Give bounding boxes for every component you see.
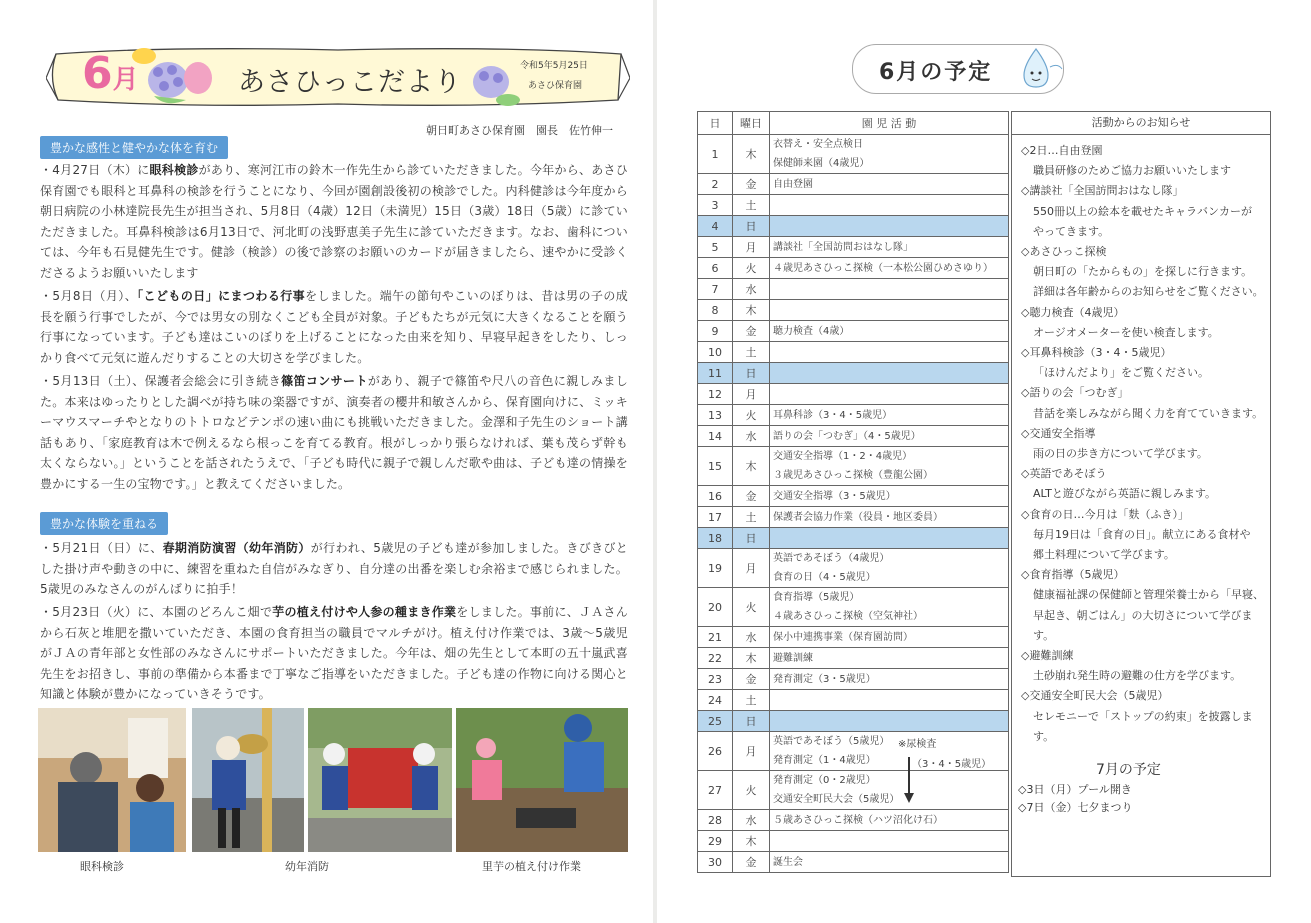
photo-planting-image — [456, 708, 628, 852]
news-item-body: セレモニーで「ストップの約束」を披露します。 — [1033, 709, 1253, 743]
row-activity — [770, 174, 1009, 195]
news-item-body: 「ほけんだより」をご覧ください。 — [1033, 366, 1209, 380]
july-item: ◇3日（月）プール開き — [1018, 783, 1132, 796]
news-item-body: 昔話を楽しみながら聞く力を育てていきます。 — [1033, 406, 1264, 420]
row-day: 9 — [698, 321, 733, 342]
activity-text: 発育測定（3・5歳児） — [773, 673, 876, 685]
row-day: 25 — [698, 711, 733, 732]
row-weekday: 月 — [733, 732, 770, 771]
activity-text: 英語であそぼう（4歳児） — [773, 553, 890, 564]
news-item-body: 550冊以上の絵本を載せたキャラバンカーが — [1033, 204, 1252, 218]
row-weekday: 木 — [733, 831, 770, 852]
row-activity — [770, 549, 1009, 588]
photo-planting — [456, 708, 628, 852]
news-item-body: 郷土料理について学びます。 — [1033, 548, 1175, 562]
activity-text: 誕生会 — [773, 856, 803, 868]
schedule-row — [698, 711, 1009, 732]
row-activity — [770, 627, 1009, 648]
news-item-body: 早起き、朝ごはん」の大切さについて学びます。 — [1033, 608, 1253, 642]
row-weekday: 土 — [733, 342, 770, 363]
photo-fire-drill-2 — [308, 708, 452, 852]
row-activity — [770, 771, 1009, 810]
schedule-row — [698, 810, 1009, 831]
schedule-row — [698, 648, 1009, 669]
row-weekday: 水 — [733, 627, 770, 648]
schedule-row — [698, 405, 1009, 426]
row-weekday: 月 — [733, 237, 770, 258]
news-item-heading: ◇あさひっこ探検 — [1021, 245, 1107, 259]
row-weekday: 水 — [733, 810, 770, 831]
news-item-heading: ◇食育の日…今月は「麩（ふき）」 — [1021, 507, 1189, 521]
schedule-row — [698, 627, 1009, 648]
urine-test-note: ※尿検査 — [898, 739, 937, 750]
activity-text: ３歳児あさひっこ探検（豊龍公園） — [773, 470, 933, 481]
row-activity — [770, 216, 1009, 237]
schedule-row — [698, 216, 1009, 237]
paragraph-childrens-day: ・5月8日（月）、「こどもの日」にまつわる行事をしました。端午の節句やこいのぼりは、昔は男の子の成長を願う行事でしたが、今では男女の別なくこども全員が対象。子どもたちが元気に大きくなることを願う行事になっています。子ども達はこいのぼりを上げることになった由来を知り、早寝早起きをしたり、しっかり食べて元気に遊んだりすることの大切さを学びました。 — [40, 289, 628, 365]
row-day: 21 — [698, 627, 733, 648]
photo-eye-exam — [38, 708, 186, 852]
row-weekday: 木 — [733, 447, 770, 486]
row-activity — [770, 528, 1009, 549]
row-activity — [770, 405, 1009, 426]
row-weekday: 日 — [733, 528, 770, 549]
row-activity — [770, 363, 1009, 384]
row-activity — [770, 195, 1009, 216]
row-weekday: 金 — [733, 852, 770, 873]
photo-fire-drill-1-image — [192, 708, 304, 852]
row-day: 18 — [698, 528, 733, 549]
row-weekday: 木 — [733, 135, 770, 174]
row-weekday: 土 — [733, 507, 770, 528]
schedule-row — [698, 384, 1009, 405]
row-activity — [770, 135, 1009, 174]
caption-eye-exam: 眼科検診 — [80, 860, 124, 873]
news-item-heading: ◇交通安全町民大会（5歳児） — [1021, 689, 1169, 703]
paragraph-fire-drill: ・5月21日（日）に、春期消防演習（幼年消防）が行われ、5歳児の子ども達が参加しました。きびきびとした掛け声や動きの中に、練習を重ねた自信がみなぎり、自分達の出番を楽しむ余裕まで感じられました。5歳児のみなさんのがんばりに拍手！ — [40, 541, 628, 596]
schedule-row — [698, 447, 1009, 486]
row-day: 29 — [698, 831, 733, 852]
row-activity — [770, 486, 1009, 507]
issue-date: 令和5年5月25日 — [520, 61, 588, 71]
activity-text: 発育測定（0・2歳児） — [773, 775, 876, 786]
activity-text: 衣替え・安全点検日 — [773, 139, 863, 150]
schedule-row — [698, 426, 1009, 447]
row-weekday: 日 — [733, 216, 770, 237]
activity-text: 聴力検査（4歳） — [773, 325, 850, 337]
paragraph-planting: ・5月23日（火）に、本園のどろんこ畑で芋の植え付けや人参の種まき作業をしました。事前に、ＪＡさんから石灰と堆肥を撒いていただき、本園の食育担当の職員でマルチがけ。植え付け作業では、3歳～5歳児がＪＡの青年部と女性部のみなさんにサポートいただきました。今年は、畑の先生として本町の五十嵐武喜先生をお招きし、事前の準備から本番まで丁寧なご指導をいただきました。子ども達の作物に向ける関心と知識と体験が豊かになっていきそうです。 — [40, 605, 628, 701]
july-item: ◇7日（金）七夕まつり — [1018, 801, 1133, 814]
activity-text: 語りの会「つむぎ」（4・5歳児） — [773, 430, 921, 442]
row-weekday: 水 — [733, 279, 770, 300]
row-activity — [770, 648, 1009, 669]
caption-fire-drill: 幼年消防 — [285, 860, 329, 873]
col-weekday: 曜日 — [733, 112, 770, 135]
row-day: 1 — [698, 135, 733, 174]
news-item-heading: ◇避難訓練 — [1021, 649, 1074, 663]
news-item-heading: ◇2日…自由登園 — [1021, 144, 1103, 157]
schedule-row — [698, 258, 1009, 279]
row-activity — [770, 300, 1009, 321]
activity-text: ５歳あさひっこ探検（ハツ沼化け石） — [773, 814, 943, 826]
activity-text: 交通安全町民大会（5歳児） — [773, 794, 900, 805]
row-activity — [770, 711, 1009, 732]
row-day: 8 — [698, 300, 733, 321]
news-item-heading: ◇語りの会「つむぎ」 — [1021, 386, 1129, 400]
row-day: 28 — [698, 810, 733, 831]
photo-fire-drill-1 — [192, 708, 304, 852]
schedule-row — [698, 342, 1009, 363]
row-day: 19 — [698, 549, 733, 588]
news-list — [1012, 135, 1270, 747]
news-item-body: 朝日町の「たからもの」を探しに行きます。 — [1033, 265, 1253, 279]
caption-planting: 里芋の植え付け作業 — [482, 860, 581, 873]
activity-text: 耳鼻科診（3・4・5歳児） — [773, 409, 893, 421]
row-day: 3 — [698, 195, 733, 216]
row-activity — [770, 342, 1009, 363]
col-activity: 園 児 活 動 — [770, 112, 1009, 135]
activity-text: ４歳あさひっこ探検（空気神社） — [773, 611, 923, 622]
row-day: 10 — [698, 342, 733, 363]
activity-text: ４歳児あさひっこ探検（一本松公園ひめさゆり） — [773, 262, 993, 274]
row-weekday: 水 — [733, 426, 770, 447]
schedule-row — [698, 174, 1009, 195]
row-weekday: 日 — [733, 711, 770, 732]
row-weekday: 火 — [733, 405, 770, 426]
july-title: 7月の予定 — [1096, 762, 1161, 778]
row-day: 5 — [698, 237, 733, 258]
row-weekday: 火 — [733, 771, 770, 810]
urine-test-ages: （3・4・5歳児） — [912, 759, 992, 770]
activity-text: 交通安全指導（3・5歳児） — [773, 490, 896, 502]
schedule-row — [698, 321, 1009, 342]
news-item-body: ALTと遊びながら英語に親しみます。 — [1033, 487, 1216, 501]
schedule-row — [698, 549, 1009, 588]
row-day: 6 — [698, 258, 733, 279]
photo-eye-exam-image — [38, 708, 186, 852]
news-header: 活動からのお知らせ — [1012, 112, 1270, 135]
schedule-row — [698, 486, 1009, 507]
row-day: 20 — [698, 588, 733, 627]
schedule-row — [698, 300, 1009, 321]
activity-text: 発育測定（1・4歳児） — [773, 755, 876, 766]
row-weekday: 土 — [733, 195, 770, 216]
row-activity — [770, 588, 1009, 627]
row-activity — [770, 852, 1009, 873]
row-day: 13 — [698, 405, 733, 426]
activity-text: 保健師来園（4歳児） — [773, 158, 870, 169]
newsletter-title: あさひっこだより — [238, 67, 462, 98]
news-item-heading: ◇聴力検査（4歳児） — [1021, 305, 1125, 319]
section-heading-1: 豊かな感性と健やかな体を育む — [40, 136, 228, 159]
row-activity — [770, 321, 1009, 342]
schedule-row — [698, 135, 1009, 174]
photo-fire-drill-2-image — [308, 708, 452, 852]
row-activity — [770, 258, 1009, 279]
activity-text: 交通安全指導（1・2・4歳児） — [773, 451, 913, 462]
activity-text: 食育指導（5歳児） — [773, 592, 860, 603]
row-weekday: 金 — [733, 669, 770, 690]
row-day: 15 — [698, 447, 733, 486]
news-item-body: 職員研修のためご協力お願いいたします — [1033, 164, 1231, 178]
row-weekday: 火 — [733, 588, 770, 627]
schedule-row — [698, 279, 1009, 300]
row-day: 30 — [698, 852, 733, 873]
schedule-row — [698, 363, 1009, 384]
schedule-row — [698, 237, 1009, 258]
news-item-heading: ◇食育指導（5歳児） — [1021, 568, 1125, 582]
news-item-body: 毎月19日は「食育の日」。献立にある食材や — [1033, 527, 1251, 541]
row-activity — [770, 237, 1009, 258]
schedule-row — [698, 507, 1009, 528]
row-weekday: 金 — [733, 486, 770, 507]
month-number: 6月 — [82, 48, 139, 99]
activity-text: 避難訓練 — [773, 652, 813, 664]
row-day: 23 — [698, 669, 733, 690]
activity-text: 講談社「全国訪問おはなし隊」 — [773, 241, 913, 253]
row-weekday: 木 — [733, 648, 770, 669]
row-weekday: 月 — [733, 549, 770, 588]
schedule-row — [698, 588, 1009, 627]
schedule-row — [698, 852, 1009, 873]
row-day: 14 — [698, 426, 733, 447]
activity-text: 保護者会協力作業（役員・地区委員） — [773, 511, 943, 523]
news-item-body: 詳細は各年齢からのお知らせをご覧ください。 — [1033, 285, 1264, 299]
paragraph-concert: ・5月13日（土）、保護者会総会に引き続き篠笛コンサートがあり、親子で篠笛や尺八の音色に親しみました。本来はゆったりとした調べが持ち味の楽器ですが、演奏者の櫻井和敏さんから、保育園向けに、ミッキーマウスマーチやとなりのトトロなどテンポの速い曲にも挑戦いただきました。金澤和子先生のショート講話もあり、「家庭教育は木で例えるなら根っこを育てる教育。根がしっかり張らなければ、葉も茂らず幹も太くならない。」ということを話されたうえで、「子ども時代に親子で親しんだ歌や曲は、子ども達の情操を豊かにする一生の宝物です。」と教えてくださいました。 — [40, 374, 629, 491]
row-activity — [770, 426, 1009, 447]
activity-text: 食育の日（4・5歳児） — [773, 572, 876, 583]
news-item-heading: ◇講談社「全国訪問おはなし隊」 — [1021, 184, 1184, 198]
row-day: 27 — [698, 771, 733, 810]
schedule-row — [698, 690, 1009, 711]
news-item-body: やってきます。 — [1033, 224, 1110, 238]
row-weekday: 火 — [733, 258, 770, 279]
schedule-row — [698, 831, 1009, 852]
schedule-title: 6月の予定 — [879, 60, 993, 85]
row-activity — [770, 810, 1009, 831]
row-activity — [770, 384, 1009, 405]
row-day: 26 — [698, 732, 733, 771]
row-day: 22 — [698, 648, 733, 669]
news-item-heading: ◇交通安全指導 — [1021, 426, 1096, 440]
activity-text: 英語であそぼう（5歳児） — [773, 736, 890, 747]
row-day: 24 — [698, 690, 733, 711]
row-activity — [770, 831, 1009, 852]
activity-text: 保小中連携事業（保育園訪問） — [773, 631, 913, 643]
row-weekday: 土 — [733, 690, 770, 711]
schedule-row — [698, 528, 1009, 549]
schedule-row — [698, 771, 1009, 810]
paragraph-eye-exam: ・4月27日（木）に眼科検診があり、寒河江市の鈴木一作先生から診ていただきました。今年から、あさひ保育園でも眼科と耳鼻科の検診を行うことになり、今回が園創設後初の検診でした。内科健診は今年度から朝日病院の小林達院長先生が担当され、5月8日（4歳）12日（未満児）15日（3歳）18日（5歳）に診ていただきました。耳鼻科検診は6月13日で、河北町の浅野恵美子先生に診ていただきます。なお、歯科については、今年も石見健先生です。健診（検診）の後で診察のお願いのカードが届きましたら、速やかに受診くださるようお願いいたします — [40, 163, 628, 280]
schedule-header-row — [698, 112, 1009, 135]
row-activity — [770, 507, 1009, 528]
row-day: 7 — [698, 279, 733, 300]
school-name: あさひ保育園 — [528, 81, 583, 91]
row-day: 16 — [698, 486, 733, 507]
schedule-row — [698, 669, 1009, 690]
row-day: 2 — [698, 174, 733, 195]
row-activity — [770, 279, 1009, 300]
row-weekday: 金 — [733, 174, 770, 195]
col-day: 日 — [698, 112, 733, 135]
water-drop-mascot-icon — [1014, 45, 1066, 89]
row-weekday: 金 — [733, 321, 770, 342]
news-item-body: 健康福祉課の保健師と管理栄養士から「早寝、 — [1033, 588, 1264, 602]
news-item-body: オージオメーターを使い検査します。 — [1033, 325, 1219, 339]
row-weekday: 木 — [733, 300, 770, 321]
news-item-body: 土砂崩れ発生時の避難の仕方を学びます。 — [1033, 669, 1242, 683]
row-day: 12 — [698, 384, 733, 405]
news-item-body: 雨の日の歩き方について学びます。 — [1033, 447, 1208, 461]
row-activity — [770, 669, 1009, 690]
row-day: 4 — [698, 216, 733, 237]
down-arrow-icon — [904, 757, 914, 803]
section-heading-2: 豊かな体験を重ねる — [40, 512, 168, 535]
left-page — [0, 0, 655, 923]
row-weekday: 月 — [733, 384, 770, 405]
row-activity — [770, 690, 1009, 711]
row-day: 11 — [698, 363, 733, 384]
author-line: 朝日町あさひ保育園 園長 佐竹伸一 — [426, 124, 613, 137]
row-activity — [770, 447, 1009, 486]
schedule-row — [698, 195, 1009, 216]
activity-text: 自由登園 — [773, 178, 813, 190]
row-weekday: 日 — [733, 363, 770, 384]
news-item-heading: ◇耳鼻科検診（3・4・5歳児） — [1021, 346, 1172, 360]
news-item-heading: ◇英語であそぼう — [1021, 467, 1107, 481]
row-day: 17 — [698, 507, 733, 528]
